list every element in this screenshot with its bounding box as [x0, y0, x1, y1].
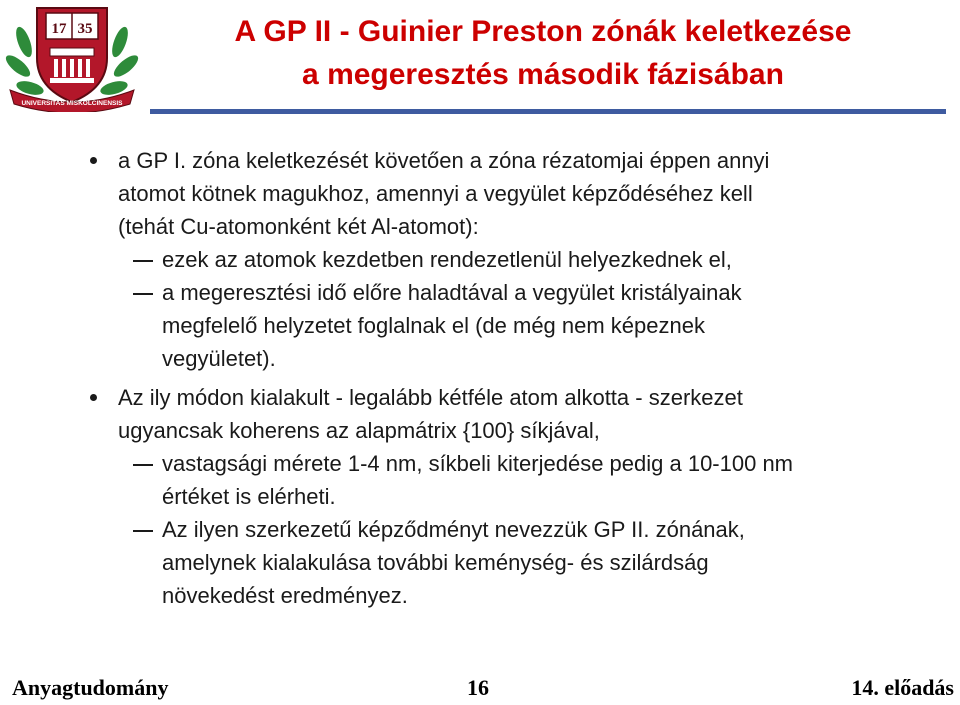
sub-2-2-line-2: amelynek kialakulása további keménység- és szilárdság — [162, 550, 709, 575]
bullet-1-marker — [90, 157, 97, 164]
sub-1-2-line-2: megfelelő helyzetet foglalnak el (de még nem képeznek — [162, 313, 705, 338]
page-title-line-2: a megeresztés második fázisában — [302, 58, 784, 91]
sub-2-2-line-3: növekedést eredményez. — [162, 583, 408, 608]
bullet-1-line-1: a GP I. zóna keletkezését követően a zóna rézatomjai éppen annyi — [118, 148, 770, 173]
sub-2-2-marker — [133, 530, 153, 532]
logo-year-right: 35 — [77, 21, 93, 37]
sub-2-1-line-1: vastagsági mérete 1-4 nm, síkbeli kiterjedése pedig a 10-100 nm — [162, 451, 794, 476]
page-title-line-1: A GP II - Guinier Preston zónák keletkezése — [234, 15, 852, 48]
logo-motto: UNIVERSITAS MISKOLCINENSIS — [21, 100, 123, 107]
footer-lecture: 14. előadás — [851, 675, 954, 700]
sub-2-1-line-2: értéket is elérheti. — [162, 484, 336, 509]
sub-1-2-line-1: a megeresztési idő előre haladtával a vegyület kristályainak — [162, 280, 742, 305]
logo-year-left: 17 — [51, 21, 67, 37]
bullet-1-line-2: atomot kötnek magukhoz, amennyi a vegyület képződéséhez kell — [118, 181, 753, 206]
sub-1-1-marker — [133, 260, 153, 262]
sub-1-2-line-3: vegyületet). — [162, 346, 276, 371]
bullet-2-marker — [90, 394, 97, 401]
sub-1-2-marker — [133, 293, 153, 295]
bullet-2-line-2: ugyancsak koherens az alapmátrix {100} síkjával, — [118, 418, 600, 443]
sub-2-1-marker — [133, 464, 153, 466]
footer-page-number: 16 — [467, 675, 489, 700]
university-logo — [2, 2, 142, 112]
sub-2-2-line-1: Az ilyen szerkezetű képződményt nevezzük GP II. zónának, — [162, 517, 745, 542]
title-divider — [150, 109, 946, 114]
bullet-2-line-1: Az ily módon kialakult - legalább kétféle atom alkotta - szerkezet — [118, 385, 743, 410]
bullet-1-line-3: (tehát Cu-atomonként két Al-atomot): — [118, 214, 479, 239]
footer-course: Anyagtudomány — [12, 675, 169, 700]
sub-1-1-line-1: ezek az atomok kezdetben rendezetlenül helyezkednek el, — [162, 247, 732, 272]
